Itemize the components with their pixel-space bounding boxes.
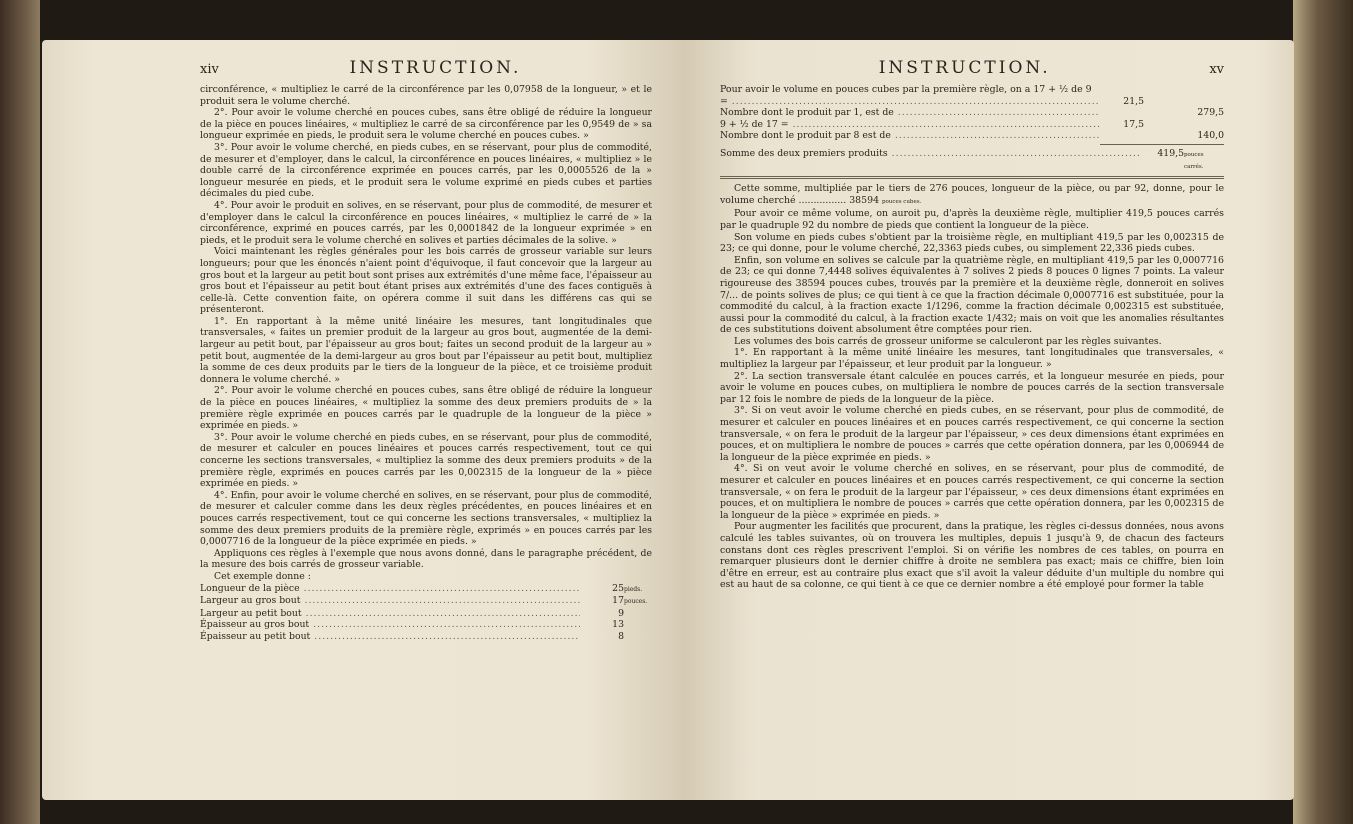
- book-edge-left: [0, 0, 40, 824]
- example-row: Épaisseur au gros bout ..... 13: [200, 619, 652, 631]
- book-edge-right: [1293, 0, 1353, 824]
- sum-row: Somme des deux premiers produits ..... 419,5 pouces carrés.: [720, 148, 1224, 173]
- left-head-title: INSTRUCTION.: [349, 58, 522, 78]
- right-page: [682, 40, 1294, 800]
- left-page-number: xiv: [200, 62, 219, 77]
- paragraph: 4°. Pour avoir le produit en solives, en se réservant, pour plus de commodité, de mesurer et d'employer dans le calcul la circonférence en pouces linéaires, « multipliez le carré de » la circonférence, exprimé en pouces carrés, par les 0,0001842 de la longueur exprimée » en pieds, et le produit sera le volume cherché en solives et parties décimales de la solive. »: [200, 199, 652, 246]
- paragraph: 2°. La section transversale étant calculée en pouces carrés, et la longueur mesurée en pieds, pour avoir le volume en pouces cubes, on multipliera le nombre de pouces carrés de la section transversale par 12 fois le nombre de pieds de la longueur de la pièce.: [720, 370, 1224, 405]
- calc-row: Nombre dont le produit par 1, est de ..... 279,5: [720, 107, 1224, 119]
- example-table: [200, 583, 652, 643]
- paragraph: 1°. En rapportant à la même unité linéaire les mesures, tant longitudinales que transversales, « faites un premier produit de la largeur au gros bout, augmentée de la demi-largeur au petit bout, par l'épaisseur au gros bout; faites un second produit de la largeur au » petit bout, augmentée de la demi-largeur au gros bout par l'épaisseur au petit bout, multipliez la somme de ces deux produits par le tiers de la longueur de la pièce, et ce troisième produit donnera le volume cherché. »: [200, 315, 652, 385]
- paragraph: 2°. Pour avoir le volume cherché en pouces cubes, sans être obligé de réduire la longueur de la pièce en pouces linéaires, « multipliez le carré de sa circonférence par les 0,9549 de » sa longueur exprimée en pieds, le produit sera le volume cherché en pouces cubes. »: [200, 107, 652, 142]
- right-head-title: INSTRUCTION.: [878, 58, 1051, 78]
- example-row: Largeur au gros bout ..... 17 pouces.: [200, 595, 652, 608]
- paragraph: 3°. Pour avoir le volume cherché en pieds cubes, en se réservant, pour plus de commodité, de mesurer et calculer en pouces linéaires et pouces carrés respectivement, tout ce qui concerne les sections transversales, « multipliez la somme des deux premiers produits » de la première règle, exprimés en pouces carrés par les 0,002315 de la longueur de la » pièce exprimée en pieds. »: [200, 431, 652, 490]
- paragraph: Enfin, son volume en solives se calcule par la quatrième règle, en multipliant 419,5 par les 0,0007716 de 23; ce qui donne 7,4448 solives équivalentes à 7 solives 2 pieds 8 pouces 0 lignes 7 points. La valeur rigoureuse des 38594 pouces cubes, trouvés par la première et la deuxième règle, donneroit en solives 7/... de points solives de plus; ce qui tient à ce que la fraction décimale 0,0007716 est substituée, pour la commodité du calcul, à la fraction exacte 1/1296, comme la fraction décimale 0,002315 est substituée, aussi pour la commodité du calcul, à la fraction exacte 1/432; mais on voit que les anomalies résultantes de ces substitutions doivent absolument être comptées pour rien.: [720, 254, 1224, 336]
- paragraph: Les volumes des bois carrés de grosseur uniforme se calculeront par les règles suivantes.: [734, 335, 1162, 347]
- left-page: [42, 40, 682, 800]
- paragraph: circonférence, « multipliez le carré de la circonférence par les 0,07958 de la longueur, » et le produit sera le volume cherché.: [200, 84, 652, 107]
- calc-table: [720, 96, 1224, 180]
- example-row: Largeur au petit bout ..... 9: [200, 608, 652, 620]
- paragraph: 3°. Si on veut avoir le volume cherché en pieds cubes, en se réservant, pour plus de commodité, de mesurer et calculer en pouces linéaires et en pouces carrés respectivement, ce qui concerne la section transversale, « on fera le produit de la largeur par l'épaisseur, » ces deux dimensions étant exprimées en pouces, et on multipliera le nombre de pouces » carrés que cette opération donnera, par les 0,006944 de la longueur de la pièce exprimée en pieds. »: [720, 405, 1224, 463]
- paragraph: Voici maintenant les règles générales pour les bois carrés de grosseur variable sur leurs longueurs; pour que les énoncés n'aient point d'équivoque, il faut concevoir que la largeur au gros bout et la largeur au petit bout sont prises aux extrémités d'une même face, l'épaisseur au gros bout et l'épaisseur au petit bout étant prises aux extrémités d'une des faces contiguës à celle-là. Cette convention faite, on opérera comme il suit dans les différens cas qui se présenteront.: [200, 246, 652, 316]
- right-intro: Pour avoir le volume en pouces cubes par la première règle, on a 17 + ½ de 9: [720, 84, 1092, 95]
- calc-row: Nombre dont le produit par 8 est de ..... 140,0: [720, 130, 1224, 142]
- paragraph: Appliquons ces règles à l'exemple que nous avons donné, dans le paragraphe précédent, de la mesure des bois carrés de grosseur variable.: [200, 547, 652, 571]
- example-row: Épaisseur au petit bout ..... 8: [200, 631, 652, 643]
- paragraph: 4°. Si on veut avoir le volume cherché en solives, en se réservant, pour plus de commodité, de mesurer et calculer en pouces linéaires et en pouces carrés respectivement, ce qui concerne la section transversale, « on fera le produit de la largeur par l'épaisseur, » ces deux dimensions étant exprimées en pouces, et on multipliera le nombre de pouces » carrés que cette opération donnera, par les 0,002315 de la longueur de la pièce » exprimée en pieds. »: [720, 463, 1224, 521]
- paragraph: 3°. Pour avoir le volume cherché, en pieds cubes, en se réservant, pour plus de commodité, de mesurer et d'employer, dans le calcul, la circonférence en pouces linéaires, « multipliez » le double carré de la circonférence exprimée en pouces carrés, par les 0,0005526 de la » longueur mesurée en pieds, et le produit sera le volume exprimé en pieds cubes et parties décimales du pied cube.: [200, 141, 652, 200]
- paragraph: Son volume en pieds cubes s'obtient par la troisième règle, en multipliant 419,5 par les 0,002315 de 23; ce qui donne, pour le volume cherché, 22,3363 pieds cubes, ou simplement 22,336 pieds cubes.: [720, 231, 1224, 255]
- example-row: Longueur de la pièce ..... 25 pieds.: [200, 583, 652, 596]
- left-body-text: [200, 84, 652, 583]
- paragraph: 2°. Pour avoir le volume cherché en pouces cubes, sans être obligé de réduire la longueur de la pièce en pouces linéaires, « multipliez la somme des deux premiers produits de » la première règle exprimée en pouces carrés par le quadruple de la longueur de la pièce » exprimée en pieds. »: [200, 385, 652, 432]
- example-intro: Cet exemple donne :: [214, 570, 311, 582]
- paragraph: Pour avoir ce même volume, on auroit pu, d'après la deuxième règle, multiplier 419,5 pouces carrés par le quadruple 92 du nombre de pieds que contient la longueur de la pièce.: [720, 208, 1224, 231]
- calc-row: = ..... 21,5: [720, 96, 1224, 108]
- result-paragraph: Cette somme, multipliée par le tiers de 276 pouces, longueur de la pièce, ou par 92, donne, pour le volume cherché ................ 38594 pouces cubes.: [720, 183, 1224, 206]
- calc-row: 9 + ½ de 17 = ..... 17,5: [720, 119, 1224, 131]
- paragraph: 1°. En rapportant à la même unité linéaire les mesures, tant longitudinales que transversales, « multipliez la largeur par l'épaisseur, et leur produit par la longueur. »: [720, 347, 1224, 371]
- right-running-head: [720, 58, 1224, 78]
- right-body-text: [720, 208, 1224, 591]
- right-page-number: xv: [1209, 62, 1224, 77]
- paragraph: Pour augmenter les facilités que procurent, dans la pratique, les règles ci-dessus données, nous avons calculé les tables suivantes, où on trouvera les multiples, depuis 1 jusqu'à 9, de chacun des facteurs constans dont ces règles prescrivent l'emploi. Si on vérifie les nombres de ces tables, on pourra en remarquer plusieurs dont le dernier chiffre à droite ne semblera pas exact; mais ce chiffre, bien loin d'être en erreur, est au contraire plus exact que s'il avoit la valeur déduite d'un multiple du nombre qui est au haut de sa colonne, ce qui tient à ce que ce dernier nombre a été employé pour former la table: [720, 521, 1224, 591]
- left-running-head: [200, 58, 652, 78]
- paragraph: 4°. Enfin, pour avoir le volume cherché en solives, en se réservant, pour plus de commodité, de mesurer et calculer comme dans les deux règles précédentes, en pouces linéaires et en pouces carrés respectivement, tout ce qui concerne les sections transversales, « multipliez la somme des deux premiers produits de la première règle, exprimés » en pouces carrés par les 0,0007716 de la longueur de la pièce exprimée en pieds. »: [200, 489, 652, 548]
